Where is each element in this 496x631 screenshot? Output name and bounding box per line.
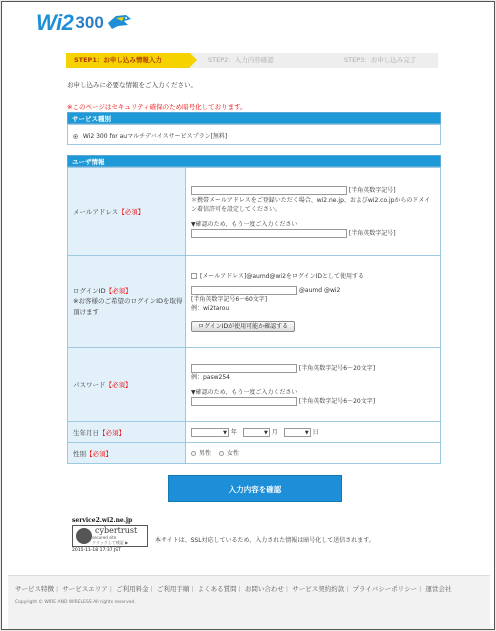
header <box>8 2 490 40</box>
footer-links: サービス特徴 | サービスエリア | ご利用料金 | ご利用手順 | よくある質問 | お問い合わせ | サービス契約約款 | プライバシーポリシー | 運営会社 <box>15 585 452 593</box>
login-label: ログインID <box>73 286 106 295</box>
gender-female-label: 女性 <box>226 449 239 457</box>
use-email-as-id-label: [メールアドレス]@aumd@wi2をログインIDとして使用する <box>200 272 364 280</box>
gender-male-radio[interactable] <box>191 451 196 456</box>
wi2-logo[interactable] <box>36 10 132 36</box>
plan-label: Wi2 300 for auマルチデバイスサービスプラン[無料] <box>82 133 228 140</box>
ssl-date: 2015-11-18 17:37 JST <box>72 548 121 553</box>
login-sub: ※お客様のご希望のログインIDを取得頂けます <box>73 297 183 316</box>
footer-link-contact[interactable]: お問い合わせ <box>244 585 284 593</box>
logo-text: Wi2 <box>36 10 74 35</box>
footer-link-privacy[interactable]: プライバシーポリシー <box>352 585 418 593</box>
login-field-cell <box>186 256 441 348</box>
birth-day-select[interactable] <box>284 428 311 437</box>
email-confirm-input[interactable] <box>191 229 347 238</box>
step-1-label: STEP1：お申し込み情報入力 <box>74 56 162 64</box>
intro-text: お申し込みに必要な情報をご入力ください。 <box>67 81 197 89</box>
page <box>8 2 490 629</box>
email-confirm-hint: [半角英数字記号] <box>348 229 396 237</box>
footer-link-howto[interactable]: ご利用手順 <box>156 585 190 593</box>
year-label: 年 <box>230 428 237 436</box>
password-example: 例：pasw254 <box>191 373 230 381</box>
email-note: ＊携帯メールアドレスをご登録いただく場合、wi2.ne.jp、およびwi2.co.jpからのドメイン着信許可を設定してください。 <box>191 196 431 213</box>
birthdate-label: 生年月日 <box>73 428 99 437</box>
user-info-heading: ユーザ情報 <box>67 155 441 167</box>
service-type-heading: サービス種別 <box>67 112 441 124</box>
birth-year-select[interactable] <box>191 428 229 437</box>
copyright: Copyright © WIRE AND WIRELESS All rights reserved. <box>15 600 136 605</box>
cybertrust-seal[interactable] <box>72 525 148 547</box>
plan-radio[interactable] <box>73 134 78 139</box>
check-login-id-button[interactable]: ログインIDが使用可能か確認する <box>191 321 295 332</box>
gender-female-radio[interactable] <box>219 451 224 456</box>
email-field-cell <box>186 168 441 256</box>
password-input[interactable] <box>191 364 297 373</box>
login-id-input[interactable] <box>191 286 297 295</box>
login-id-example: 例：wi2tarou <box>191 304 230 312</box>
login-row <box>68 256 441 348</box>
footer-link-pricing[interactable]: ご利用料金 <box>116 585 149 593</box>
email-label: メールアドレス <box>73 208 119 216</box>
required-mark: 【必須】 <box>105 381 132 389</box>
required-mark: 【必須】 <box>105 286 132 295</box>
password-field-cell <box>186 348 441 422</box>
step-1 <box>66 53 190 68</box>
logo-number: 300 <box>75 13 104 32</box>
birthdate-field-cell <box>186 422 441 443</box>
birth-month-select[interactable] <box>243 428 270 437</box>
password-hint: [半角英数字記号6〜20文字] <box>298 364 376 372</box>
gender-label-cell <box>68 443 186 464</box>
month-label: 月 <box>271 428 278 436</box>
footer-link-faq[interactable]: よくある質問 <box>197 585 237 593</box>
email-hint: [半角英数字記号] <box>348 186 396 194</box>
password-label: パスワード <box>73 381 106 389</box>
cybertrust-logo-icon <box>76 528 92 544</box>
birthdate-label-cell <box>68 422 186 443</box>
ssl-note: 本サイトは、SSL対応しているため、入力された情報は暗号化して送信されます。 <box>155 537 375 544</box>
login-id-suffix: @aumd @wi2 <box>298 286 341 294</box>
email-row <box>68 168 441 256</box>
footer-link-company[interactable]: 運営会社 <box>425 585 452 593</box>
cybertrust-verify: クリックして検証 ▶ <box>92 540 129 545</box>
password-label-cell <box>68 348 186 422</box>
user-info-form <box>67 167 441 464</box>
gender-label: 性別 <box>73 449 86 458</box>
footer-link-terms[interactable]: サービス契約約款 <box>292 585 345 593</box>
day-label: 日 <box>312 428 319 436</box>
footer <box>8 575 490 629</box>
gender-male-label: 男性 <box>199 449 212 457</box>
footer-link-area[interactable]: サービスエリア <box>62 585 108 593</box>
confirm-input-button[interactable]: 入力内容を確認 <box>168 475 342 502</box>
step-3-label: STEP3：お申し込み完了 <box>344 56 417 64</box>
email-label-cell <box>68 168 186 256</box>
gender-field-cell <box>186 443 441 464</box>
ssl-domain: service2.wi2.ne.jp <box>72 517 133 524</box>
footer-link-features[interactable]: サービス特徴 <box>15 585 54 593</box>
bird-icon <box>106 13 132 33</box>
required-mark: 【必須】 <box>86 449 112 458</box>
cybertrust-name: cybertrust <box>95 526 138 535</box>
login-label-cell <box>68 256 186 348</box>
login-id-rule: [半角英数字記号6〜60文字] <box>191 295 268 303</box>
use-email-as-id-checkbox[interactable] <box>191 273 197 279</box>
step-2-label: STEP2：入力内容確認 <box>208 56 274 64</box>
step-indicator <box>66 53 438 68</box>
password-row <box>68 348 441 422</box>
step-2 <box>190 53 314 68</box>
required-mark: 【必須】 <box>99 428 125 437</box>
browser-frame <box>1 1 495 630</box>
gender-row <box>68 443 441 464</box>
password-confirm-hint: [半角英数字記号6〜20文字] <box>298 397 376 405</box>
step-3 <box>314 53 438 68</box>
cybertrust-sub: secured site <box>92 535 117 540</box>
email-input[interactable] <box>191 186 347 195</box>
ssl-badge[interactable] <box>72 517 150 553</box>
security-notice: ※このページはセキュリティ確保のため暗号化しております。 <box>67 103 247 111</box>
password-confirm-input[interactable] <box>191 397 297 406</box>
service-type-box <box>67 124 441 145</box>
birthdate-row <box>68 422 441 443</box>
password-confirm-label: ▼確認のため、もう一度ご入力ください <box>191 388 298 396</box>
email-confirm-label: ▼確認のため、もう一度ご入力ください <box>191 220 298 228</box>
required-mark: 【必須】 <box>118 208 145 216</box>
